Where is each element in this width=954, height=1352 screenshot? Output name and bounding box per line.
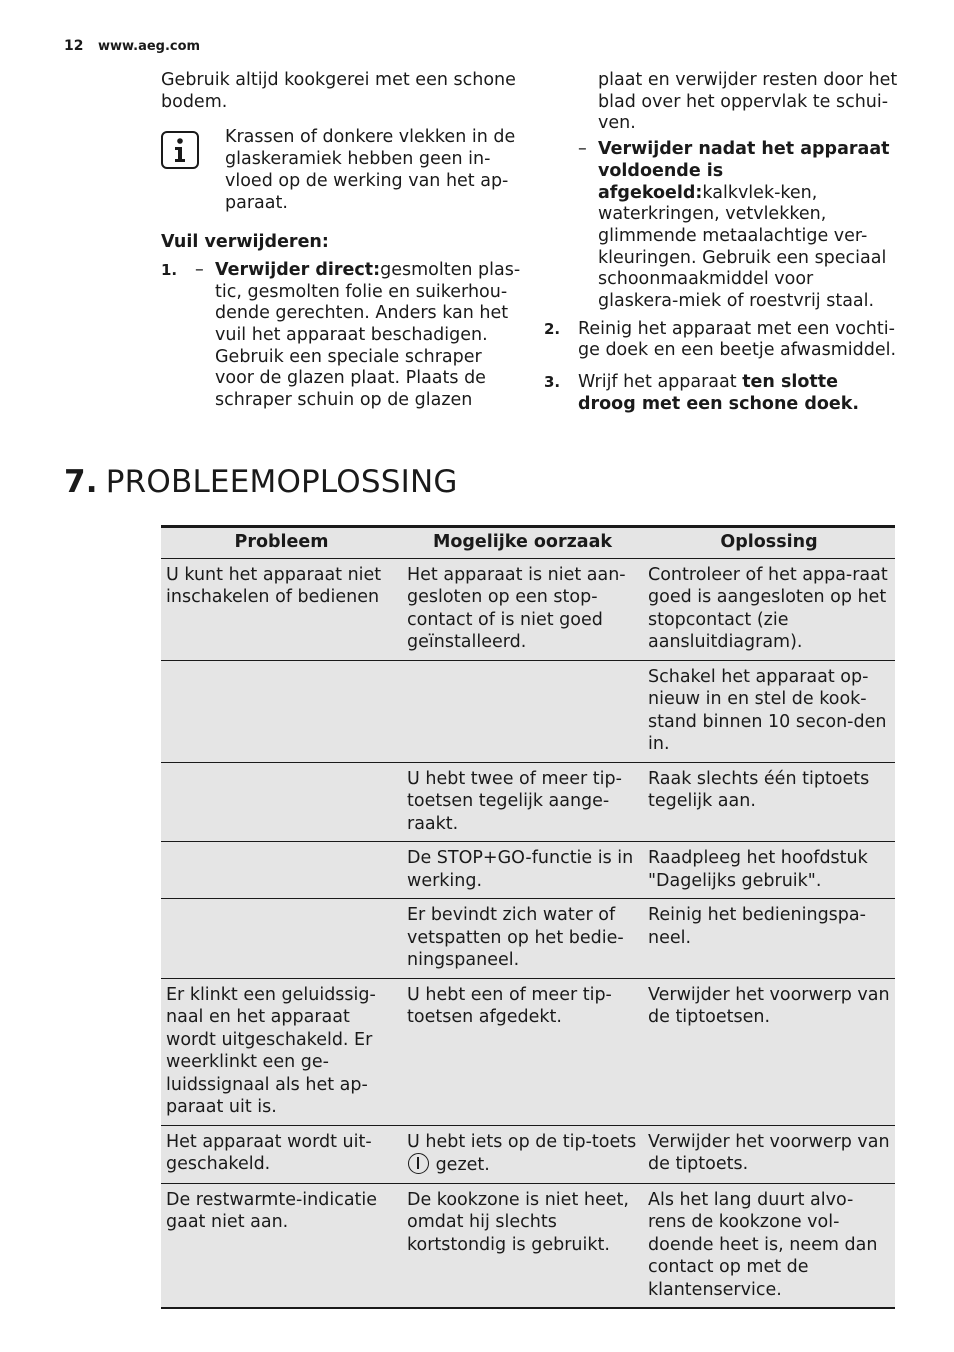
- problem-cell: [161, 762, 402, 842]
- step-1: [161, 260, 521, 412]
- step-3: [544, 372, 899, 415]
- section-heading: PROBLEEMOPLOSSING: [105, 464, 458, 500]
- problem-cell: [161, 899, 402, 979]
- left-column: [161, 70, 521, 422]
- column-header-cause: Mogelijke oorzaak: [402, 527, 643, 559]
- section-number: 7.: [64, 464, 98, 500]
- column-header-solution: Oplossing: [643, 527, 895, 559]
- cause-suffix: gezet.: [435, 1155, 490, 1175]
- problem-cell: De restwarmte-indicatie gaat niet aan.: [161, 1183, 402, 1308]
- problem-cell: [161, 660, 402, 762]
- step-text: [578, 372, 899, 415]
- info-icon: [161, 131, 199, 169]
- cause-cell: U hebt een of meer tip-toetsen afgedekt.: [402, 978, 643, 1125]
- cause-cell: [402, 1125, 643, 1183]
- step-2: [544, 319, 899, 362]
- step-number: 2.: [544, 319, 561, 338]
- step-bold-text: ten slotte droog met een schone doek.: [578, 372, 860, 414]
- table-header-row: [161, 527, 895, 559]
- page-number: 12: [64, 38, 84, 54]
- sub-item-text: [598, 139, 899, 313]
- column-header-problem: Probleem: [161, 527, 402, 559]
- solution-cell: Reinig het bedieningspa-neel.: [643, 899, 895, 979]
- problem-cell: [161, 842, 402, 899]
- sub-item-body: kalkvlek-ken, waterkringen, vetvlekken, glimmende metaalachtige ver-kleuringen. Gebruik een speciaal schoonmaakmiddel voor glaskera-miek of roestvrij staal.: [598, 182, 887, 312]
- solution-cell: Raadpleeg het hoofdstuk "Dagelijks gebruik".: [643, 842, 895, 899]
- step-body-text: Wrijf het apparaat: [578, 372, 743, 393]
- troubleshooting-table: [161, 525, 895, 1309]
- page-header: [64, 38, 200, 54]
- solution-cell: Verwijder het voorwerp van de tiptoetsen.: [643, 978, 895, 1125]
- step-number: 3.: [544, 373, 561, 392]
- cause-cell: [402, 660, 643, 762]
- sub-item-bold: Verwijder nadat het apparaat voldoende is afgekoeld:: [598, 139, 890, 203]
- sub-item: [578, 139, 899, 313]
- cause-cell: De kookzone is niet heet, omdat hij slechts kortstondig is gebruikt.: [402, 1183, 643, 1308]
- step-text: Reinig het apparaat met een vochti-ge doek en een beetje afwasmiddel.: [578, 318, 897, 361]
- table-row: [161, 660, 895, 762]
- step-number: 1.: [161, 260, 178, 279]
- table-row: [161, 1125, 895, 1183]
- dash: –: [195, 259, 204, 280]
- cause-cell: Het apparaat is niet aan-gesloten op een stop-contact of is niet goed geïnstalleerd.: [402, 558, 643, 660]
- step-text: [215, 260, 521, 412]
- table-row: [161, 1183, 895, 1308]
- solution-cell: Verwijder het voorwerp van de tiptoets.: [643, 1125, 895, 1183]
- problem-cell: U kunt het apparaat niet inschakelen of bedienen: [161, 558, 402, 660]
- cause-cell: U hebt twee of meer tip-toetsen tegelijk aange-raakt.: [402, 762, 643, 842]
- solution-cell: Als het lang duurt alvo-rens de kookzone vol-doende heet is, neem dan contact op met de klantenservice.: [643, 1183, 895, 1308]
- site-url: www.aeg.com: [97, 39, 201, 54]
- cause-cell: Er bevindt zich water of vetspatten op het bedie-ningspaneel.: [402, 899, 643, 979]
- problem-cell: Er klinkt een geluidssig-naal en het apparaat wordt uitgeschakeld. Er weerklinkt een ge-luidssignaal als het ap-paraat uit is.: [161, 978, 402, 1125]
- step-bold-text: Verwijder direct:: [215, 259, 381, 280]
- solution-cell: Raak slechts één tiptoets tegelijk aan.: [643, 762, 895, 842]
- solution-cell: Schakel het apparaat op-nieuw in en stel de kook-stand binnen 10 secon-den in.: [643, 660, 895, 762]
- power-key-icon: [408, 1153, 429, 1174]
- problem-cell: Het apparaat wordt uit-geschakeld.: [161, 1125, 402, 1183]
- step-1-continuation: [544, 70, 899, 313]
- continuation-text: plaat en verwijder resten door het blad over het oppervlak te schui-ven.: [598, 70, 898, 134]
- section-title: [64, 464, 458, 500]
- cause-cell: De STOP+GO-functie is in werking.: [402, 842, 643, 899]
- cause-text: U hebt iets op de tip-toets: [407, 1131, 637, 1152]
- right-column: [544, 70, 899, 426]
- step-body-text: gesmolten plas-tic, gesmolten folie en suikerhou-dende gerechten. Anders kan het vuil het apparaat beschadigen. Gebruik een speciale schraper voor de glazen plaat. Plaats de schraper schuin op de glazen: [215, 259, 521, 411]
- table-row: [161, 762, 895, 842]
- info-note-text: Krassen of donkere vlekken in de glaskeramiek hebben geen in-vloed op de werking van het ap-paraat.: [225, 127, 516, 213]
- table-row: [161, 978, 895, 1125]
- subheading: Vuil verwijderen:: [161, 232, 329, 253]
- dash: –: [578, 139, 587, 160]
- table-row: [161, 899, 895, 979]
- solution-cell: Controleer of het appa-raat goed is aangesloten op het stopcontact (zie aansluitdiagram).: [643, 558, 895, 660]
- table-row: [161, 842, 895, 899]
- intro-text: Gebruik altijd kookgerei met een schone bodem.: [161, 70, 516, 112]
- table-row: [161, 558, 895, 660]
- info-note: [161, 127, 521, 214]
